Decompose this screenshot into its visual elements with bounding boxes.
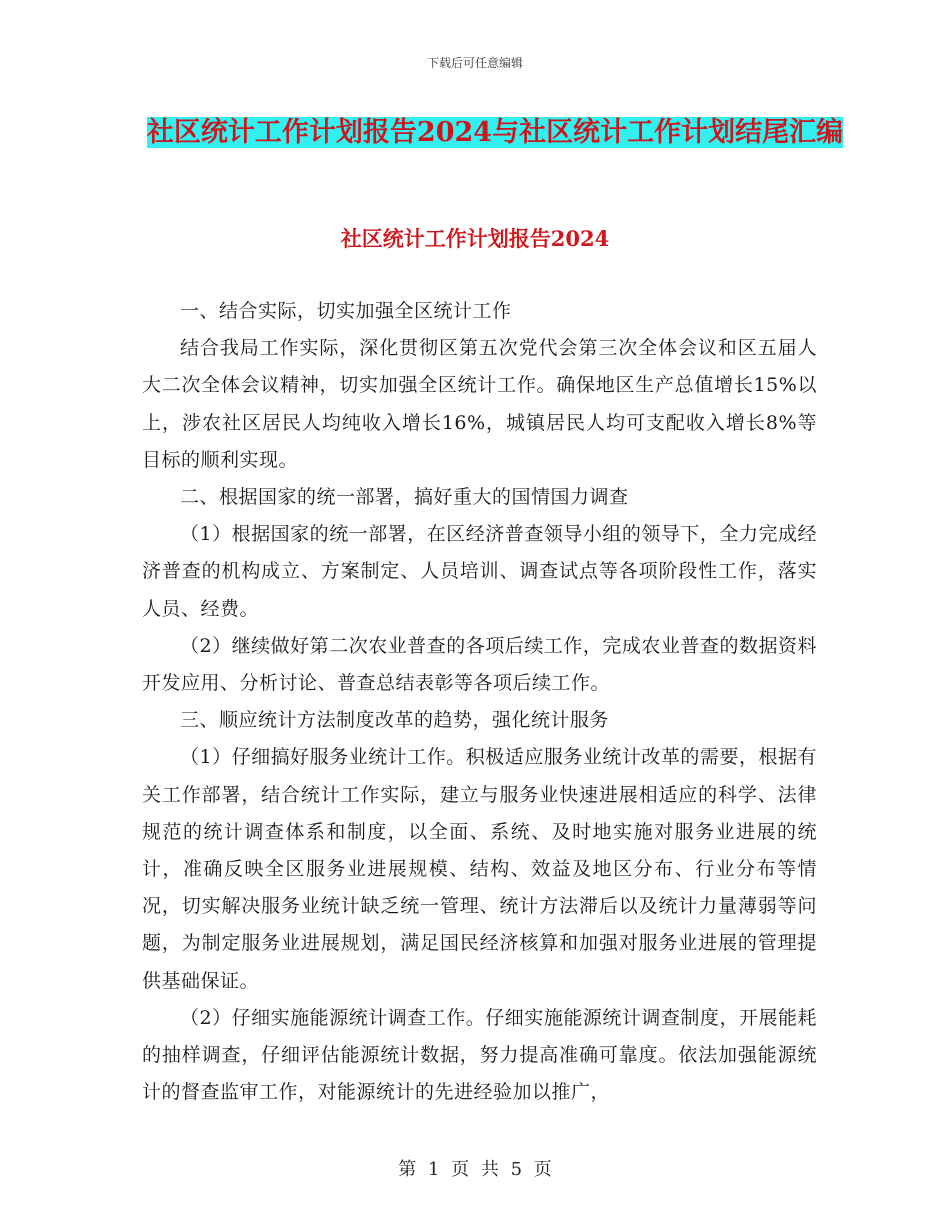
- paragraph-3-2: （2）仔细实施能源统计调查工作。仔细实施能源统计调查制度，开展能耗的抽样调查，仔细评估能源统计数据，努力提高准确可靠度。依法加强能源统计的督查监审工作，对能源统计的先进经验加以推广，: [142, 1006, 817, 1104]
- paragraph-2-1: （1）根据国家的统一部署，在区经济普查领导小组的领导下，全力完成经济普查的机构成立、方案制定、人员培训、调查试点等各项阶段性工作，落实人员、经费。: [142, 523, 817, 620]
- paragraph-3-1: （1）仔细搞好服务业统计工作。积极适应服务业统计改革的需要，根据有关工作部署，结合统计工作实际，建立与服务业快速进展相适应的科学、法律规范的统计调查体系和制度，以全面、系统、及时地实施对服务业进展的统计，准确反映全区服务业进展规模、结构、效益及地区分布、行业分布等情况，切实解决服务业统计缺乏统一管理、统计方法滞后以及统计力量薄弱等问题，为制定服务业进展规划，满足国民经济核算和加强对服务业进展的管理提供基础保证。: [142, 746, 817, 992]
- paragraph-2-2: （2）继续做好第二次农业普查的各项后续工作，完成农业普查的数据资料开发应用、分析讨论、普查总结表彰等各项后续工作。: [142, 634, 817, 695]
- heading-1: 一、结合实际，切实加强全区统计工作: [180, 300, 512, 322]
- heading-2: 二、根据国家的统一部署，搞好重大的国情国力调查: [180, 486, 629, 509]
- document-title-text: 社区统计工作计划报告2024与社区统计工作计划结尾汇编: [146, 117, 844, 148]
- heading-3: 三、顺应统计方法制度改革的趋势，强化统计服务: [180, 709, 610, 732]
- header-note: 下载后可任意编辑: [426, 56, 523, 70]
- document-body: [142, 293, 817, 1111]
- document-title: [140, 108, 850, 158]
- page-footer: 第 1 页 共 5 页: [398, 1159, 552, 1180]
- section-title: 社区统计工作计划报告2024: [340, 226, 610, 251]
- paragraph-1: 结合我局工作实际，深化贯彻区第五次党代会第三次全体会议和区五届人大二次全体会议精神，切实加强全区统计工作。确保地区生产总值增长15%以上，涉农社区居民人均纯收入增长16%，城镇居民人均可支配收入增长8%等目标的顺利实现。: [142, 337, 817, 471]
